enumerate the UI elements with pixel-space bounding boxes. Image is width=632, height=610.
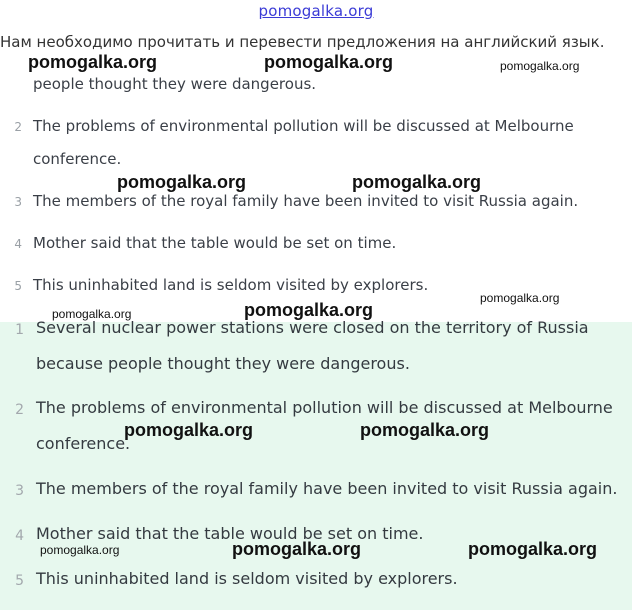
- watermark-text: pomogalka.org: [124, 420, 254, 440]
- watermark-text: pomogalka.org: [352, 172, 482, 192]
- list-item-line: The members of the royal family have been invited to visit Russia again.: [36, 479, 618, 498]
- list-item-number: 5: [15, 573, 24, 589]
- list-item-number: 4: [15, 528, 24, 544]
- list-item-line: Mother said that the table would be set on time.: [36, 524, 424, 543]
- list-item-number: 3: [14, 195, 22, 209]
- list-item-line: The problems of environmental pollution will be discussed at Melbourne: [33, 117, 574, 135]
- watermark-text: pomogalka.org: [244, 300, 374, 320]
- highlight-panel: [0, 318, 632, 610]
- watermark-text: pomogalka.org: [264, 52, 394, 72]
- list-item-line: because people thought they were dangerous.: [36, 354, 410, 373]
- list-item-line: Mother said that the table would be set on time.: [33, 234, 397, 252]
- watermark-text: pomogalka.org: [500, 59, 580, 73]
- list-item-number: 3: [15, 483, 24, 499]
- list-item-number: 2: [14, 120, 22, 134]
- list-item-line: The members of the royal family have been invited to visit Russia again.: [33, 192, 579, 210]
- list-item-number: 4: [14, 237, 22, 251]
- site-title-link[interactable]: pomogalka.org: [258, 2, 374, 20]
- watermark-text: pomogalka.org: [117, 172, 247, 192]
- list-item-line: This uninhabited land is seldom visited by explorers.: [33, 276, 429, 294]
- list-item-line: This uninhabited land is seldom visited by explorers.: [36, 569, 458, 588]
- list-item-number: 5: [14, 279, 22, 293]
- watermark-text: pomogalka.org: [480, 291, 560, 305]
- watermark-text: pomogalka.org: [52, 307, 132, 321]
- list-item-number: 1: [15, 322, 24, 338]
- list-item-number: 2: [15, 402, 24, 418]
- list-item-line: conference.: [33, 150, 122, 168]
- watermark-text: pomogalka.org: [28, 52, 158, 72]
- list-item-line: conference.: [36, 434, 131, 453]
- list-item-line: The problems of environmental pollution will be discussed at Melbourne: [36, 398, 613, 417]
- watermark-text: pomogalka.org: [232, 539, 362, 559]
- intro-text: Нам необходимо прочитать и перевести предложения на английский язык.: [0, 33, 605, 51]
- watermark-text: pomogalka.org: [360, 420, 490, 440]
- list-item-line: Several nuclear power stations were closed on the territory of Russia: [36, 318, 589, 337]
- watermark-text: pomogalka.org: [40, 543, 120, 557]
- watermark-text: pomogalka.org: [468, 539, 598, 559]
- list-item-line: people thought they were dangerous.: [33, 75, 317, 93]
